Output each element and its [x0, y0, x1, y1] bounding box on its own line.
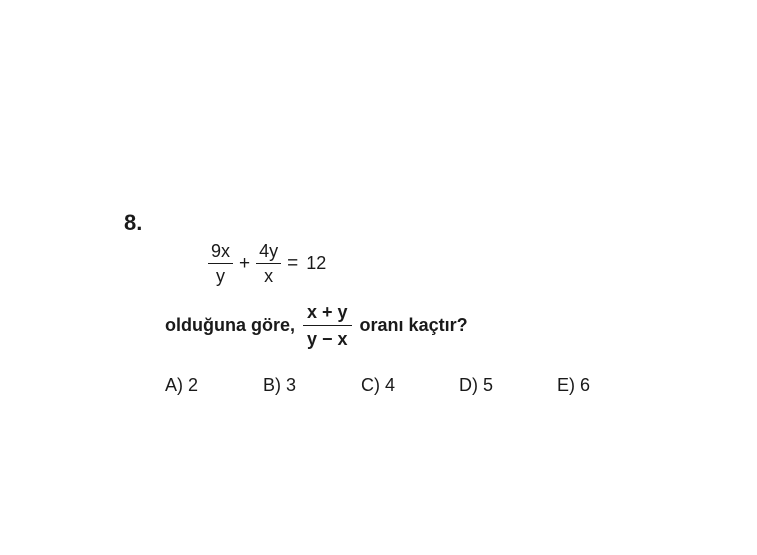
choice-c[interactable]: C) 4	[361, 375, 396, 395]
choice-e[interactable]: E) 6	[557, 375, 591, 395]
choice-d[interactable]: D) 5	[459, 375, 494, 395]
fraction-denominator: x	[264, 266, 274, 286]
plus-sign: +	[239, 252, 251, 274]
ratio-denominator: y − x	[307, 329, 348, 349]
fraction-numerator: 9x	[208, 242, 233, 264]
fraction-denominator: y	[216, 266, 225, 286]
choice-b[interactable]: B) 3	[263, 375, 297, 395]
question-prompt	[165, 303, 468, 348]
prompt-prefix: olduğuna göre,	[165, 315, 295, 335]
ratio-numerator: x + y	[303, 303, 352, 326]
prompt-suffix: oranı kaçtır?	[359, 315, 468, 335]
equals-sign: =	[287, 252, 299, 274]
given-equation	[208, 242, 326, 285]
fraction-4y-over-x	[256, 242, 281, 285]
equation-result: 12	[306, 253, 327, 273]
choice-a[interactable]: A) 2	[165, 375, 199, 395]
ratio-fraction	[303, 303, 352, 348]
fraction-numerator: 4y	[256, 242, 281, 264]
question-number: 8.	[124, 210, 143, 235]
fraction-9x-over-y	[208, 242, 233, 285]
